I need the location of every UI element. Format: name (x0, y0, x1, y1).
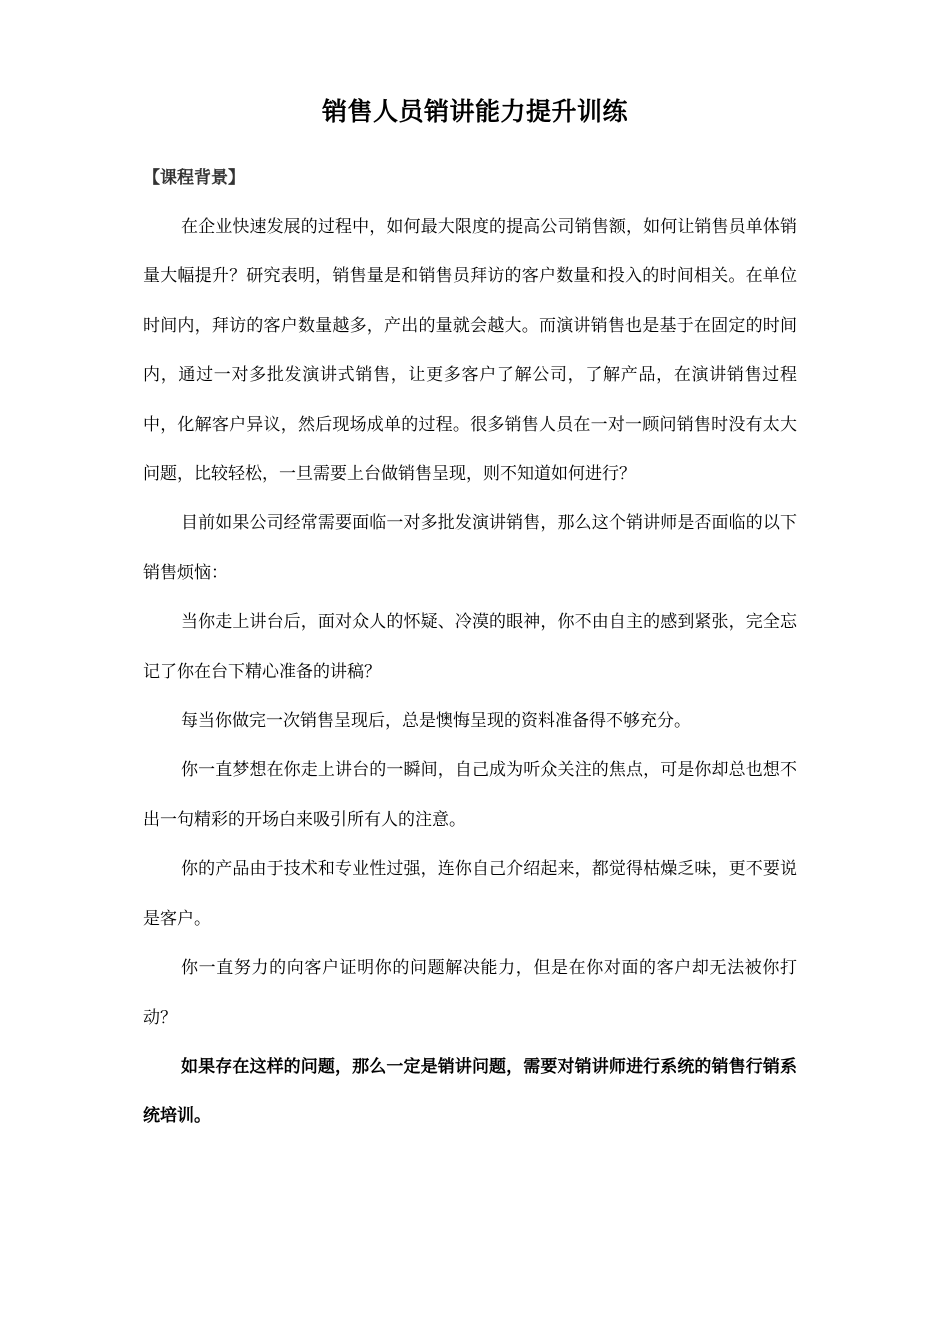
paragraph-pain-point-opening: 你一直梦想在你走上讲台的一瞬间，自己成为听众关注的焦点，可是你却总也想不出一句精彩的开场白来吸引所有人的注意。 (143, 760, 797, 830)
paragraph-background-intro: 在企业快速发展的过程中，如何最大限度的提高公司销售额，如何让销售员单体销量大幅提升？研究表明，销售量是和销售员拜访的客户数量和投入的时间相关。在单位时间内，拜访的客户数量越多，产出的量就会越大。而演讲销售也是基于在固定的时间内，通过一对多批发演讲式销售，让更多客户了解公司，了解产品，在演讲销售过程中，化解客户异议，然后现场成单的过程。很多销售人员在一对一顾问销售时没有太大问题，比较轻松，一旦需要上台做销售呈现，则不知道如何进行？ (143, 217, 797, 485)
paragraph-pain-point-boring: 你的产品由于技术和专业性过强，连你自己介绍起来，都觉得枯燥乏味，更不要说是客户。 (143, 859, 797, 929)
body-text (143, 203, 797, 1142)
paragraph-pain-points-intro: 目前如果公司经常需要面临一对多批发演讲销售，那么这个销讲师是否面临的以下销售烦恼： (143, 513, 797, 583)
paragraph-pain-point-persuasion: 你一直努力的向客户证明你的问题解决能力，但是在你对面的客户却无法被你打动？ (143, 958, 797, 1028)
paragraph-pain-point-preparation: 每当你做完一次销售呈现后，总是懊悔呈现的资料准备得不够充分。 (181, 711, 691, 732)
paragraph-pain-point-nervous: 当你走上讲台后，面对众人的怀疑、冷漠的眼神，你不由自主的感到紧张，完全忘记了你在台下精心准备的讲稿？ (143, 612, 797, 682)
paragraph-conclusion: 如果存在这样的问题，那么一定是销讲问题，需要对销讲师进行系统的销售行销系统培训。 (143, 1056, 797, 1127)
section-heading-course-background: 【课程背景】 (143, 168, 245, 188)
document-title: 销售人员销讲能力提升训练 (321, 97, 628, 126)
